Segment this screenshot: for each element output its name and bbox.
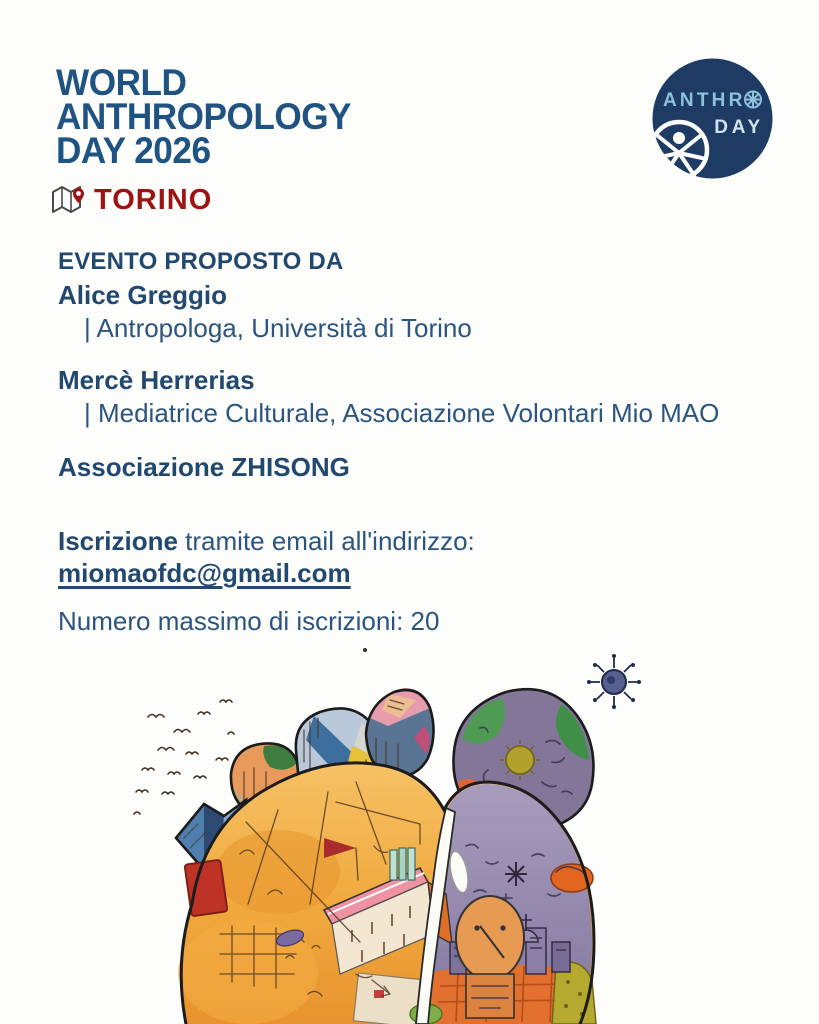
folded-map-pin-icon [50,181,86,220]
logo-word-bottom: DAY [714,117,764,138]
person-name: Mercè Herrerias [58,365,255,395]
location-row [50,181,212,220]
location-city: TORINO [94,184,213,216]
registration-intro [58,526,475,557]
logo-word-top: ANTHR [663,90,746,111]
association-name: Associazione ZHISONG [58,452,350,482]
ink-speck [363,648,367,652]
registration-intro-rest: tramite email all'indirizzo: [177,526,475,556]
title-line-3: DAY 2026 [56,130,211,171]
registration-email-link[interactable]: miomaofdc@gmail.com [58,558,351,588]
registration-intro-bold: Iscrizione [58,526,178,556]
anthro-day-logo [652,58,773,179]
virus-icon [587,654,641,709]
person-name: Alice Greggio [58,280,228,310]
max-registrations-note: Numero massimo di iscrizioni: 20 [58,606,440,636]
person-role: | Antropologa, Università di Torino [84,313,472,343]
footprint-collage-illustration [128,642,690,1024]
title-line-2: ANTHROPOLOGY [56,96,352,137]
birds-flock [134,700,234,814]
page-title [56,62,352,171]
spoked-wheel-o-icon [745,92,761,108]
proposed-by-label: EVENTO PROPOSTO DA [58,248,344,275]
title-line-1: WORLD [56,62,187,103]
person-role: | Mediatrice Culturale, Associazione Volontari Mio MAO [84,398,720,428]
